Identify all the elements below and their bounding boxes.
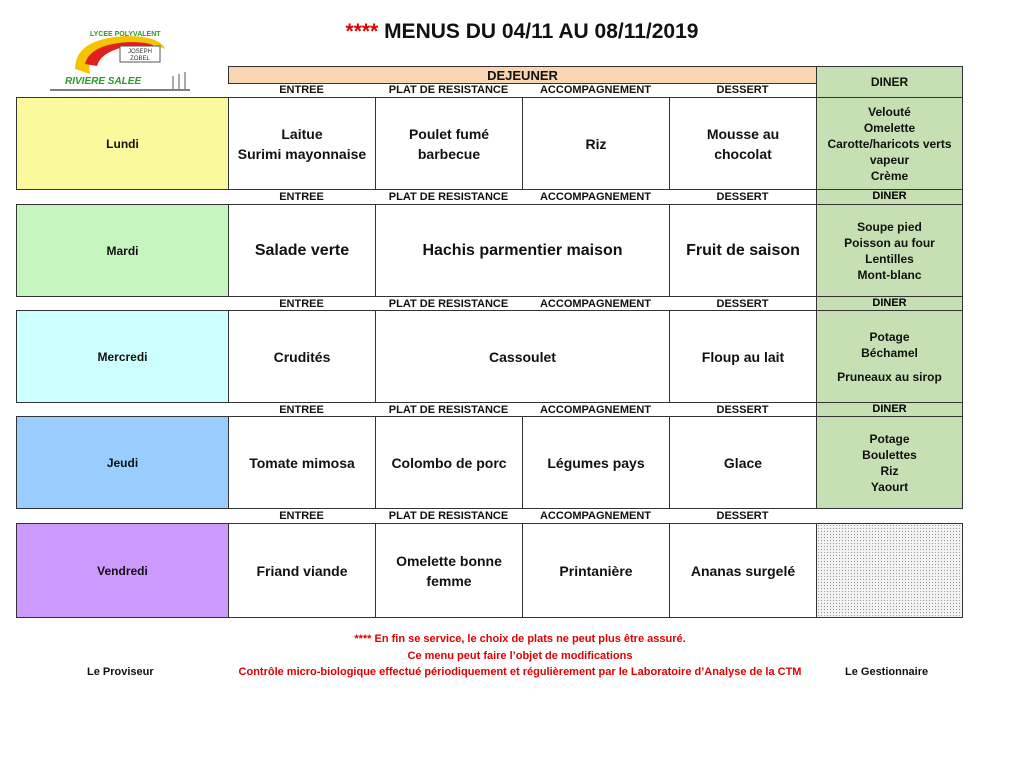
diner-item: Soupe pied xyxy=(857,219,922,234)
footer-note-3: Contrôle micro-biologique effectué périodiquement et régulièrement par le Laboratoire d’Analyse de la CTM xyxy=(238,666,802,678)
dessert-cell: Mousse au chocolat xyxy=(669,97,817,190)
column-header-dessert: DESSERT xyxy=(716,404,769,416)
diner-header: DINER xyxy=(816,297,963,311)
diner-item: Lentilles xyxy=(865,251,914,266)
column-header-plat: PLAT DE RESISTANCE xyxy=(388,84,509,96)
column-header-accompagnement: ACCOMPAGNEMENT xyxy=(539,84,651,96)
plat-cell: Omelette bonne femme xyxy=(375,523,523,618)
column-header-accompagnement: ACCOMPAGNEMENT xyxy=(539,510,651,522)
diner-cell xyxy=(816,310,963,403)
accompagnement-cell: Légumes pays xyxy=(522,416,670,509)
page-title: **** MENUS DU 04/11 AU 08/11/2019 xyxy=(345,20,699,43)
dessert-cell: Ananas surgelé xyxy=(669,523,817,618)
diner-item: Velouté xyxy=(868,104,911,119)
column-header-entree: ENTREE xyxy=(279,191,324,203)
signature-proviseur: Le Proviseur xyxy=(87,666,154,678)
entree-cell: Friand viande xyxy=(228,523,376,618)
entree-cell: Laitue Surimi mayonnaise xyxy=(228,97,376,190)
column-header-dessert: DESSERT xyxy=(716,191,769,203)
plat-cell: Hachis parmentier maison xyxy=(375,204,670,297)
svg-text:LYCEE POLYVALENT: LYCEE POLYVALENT xyxy=(90,31,161,38)
column-header-entree: ENTREE xyxy=(279,298,324,310)
diner-header: DINER xyxy=(816,403,963,417)
diner-item: Boulettes xyxy=(862,447,917,462)
dejeuner-header: DEJEUNER xyxy=(228,66,817,84)
diner-cell xyxy=(816,97,963,190)
svg-text:JOSEPH: JOSEPH xyxy=(127,49,153,55)
diner-item: Potage xyxy=(869,329,910,344)
day-mercredi: Mercredi xyxy=(16,310,229,403)
entree-cell: Crudités xyxy=(228,310,376,403)
day-vendredi: Vendredi xyxy=(16,523,229,618)
column-header-dessert: DESSERT xyxy=(716,298,769,310)
diner-item: Riz xyxy=(880,463,899,478)
column-header-plat: PLAT DE RESISTANCE xyxy=(388,404,509,416)
column-header-entree: ENTREE xyxy=(279,510,324,522)
plat-cell: Cassoulet xyxy=(375,310,670,403)
accompagnement-cell: Printanière xyxy=(522,523,670,618)
accompagnement-cell: Riz xyxy=(522,97,670,190)
entree-cell: Salade verte xyxy=(228,204,376,297)
diner-item: vapeur xyxy=(869,152,910,167)
dessert-cell: Fruit de saison xyxy=(669,204,817,297)
school-logo xyxy=(45,24,195,94)
diner-item: Omelette xyxy=(863,120,916,135)
footer-note-1: **** En fin se service, le choix de plats ne peut plus être assuré. xyxy=(354,633,686,645)
diner-item: Mont-blanc xyxy=(857,267,922,282)
diner-item: Carotte/haricots verts xyxy=(827,136,952,151)
diner-item: Yaourt xyxy=(870,479,909,494)
plat-cell: Poulet fumé barbecue xyxy=(375,97,523,190)
diner-header: DINER xyxy=(816,66,963,98)
diner-item: Crème xyxy=(870,168,909,183)
svg-text:RIVIERE SALEE: RIVIERE SALEE xyxy=(65,76,142,87)
column-header-plat: PLAT DE RESISTANCE xyxy=(388,191,509,203)
diner-item: Pruneaux au sirop xyxy=(837,369,942,384)
diner-header: DINER xyxy=(816,190,963,205)
footer-note-2: Ce menu peut faire l’objet de modifications xyxy=(407,650,633,662)
column-header-entree: ENTREE xyxy=(279,84,324,96)
column-header-dessert: DESSERT xyxy=(716,510,769,522)
diner-item: Béchamel xyxy=(861,345,918,360)
day-mardi: Mardi xyxy=(16,204,229,297)
diner-item: Poisson au four xyxy=(844,235,935,250)
column-header-plat: PLAT DE RESISTANCE xyxy=(388,510,509,522)
dessert-cell: Floup au lait xyxy=(669,310,817,403)
column-header-entree: ENTREE xyxy=(279,404,324,416)
column-header-plat: PLAT DE RESISTANCE xyxy=(388,298,509,310)
signature-gestionnaire: Le Gestionnaire xyxy=(845,666,929,678)
svg-text:ZOBEL: ZOBEL xyxy=(130,56,150,62)
diner-item: Potage xyxy=(869,431,910,446)
day-jeudi: Jeudi xyxy=(16,416,229,509)
diner-cell xyxy=(816,416,963,509)
entree-cell: Tomate mimosa xyxy=(228,416,376,509)
dessert-cell: Glace xyxy=(669,416,817,509)
diner-cell xyxy=(816,204,963,297)
column-header-dessert: DESSERT xyxy=(716,84,769,96)
column-header-accompagnement: ACCOMPAGNEMENT xyxy=(539,298,651,310)
column-header-accompagnement: ACCOMPAGNEMENT xyxy=(539,404,651,416)
day-lundi: Lundi xyxy=(16,97,229,190)
empty-diner-cell xyxy=(816,523,963,618)
column-header-accompagnement: ACCOMPAGNEMENT xyxy=(539,191,651,203)
plat-cell: Colombo de porc xyxy=(375,416,523,509)
